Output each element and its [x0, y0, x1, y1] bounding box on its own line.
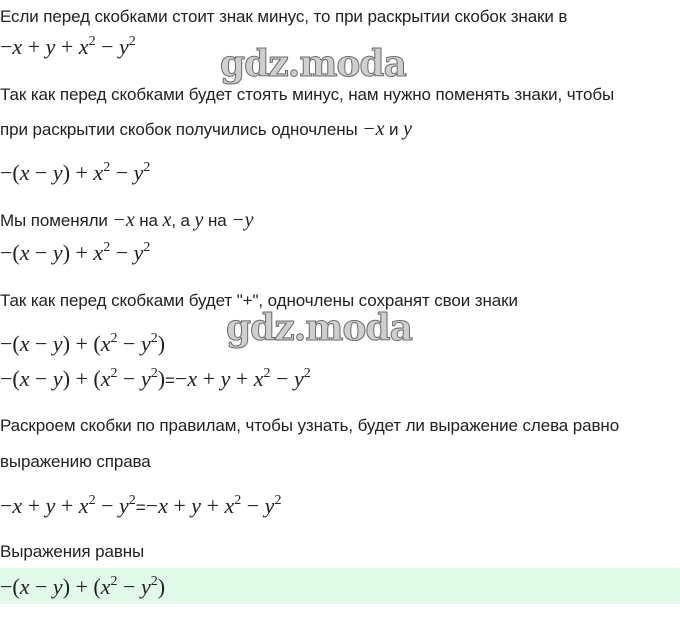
text-line-11: Раскроем скобки по правилам, чтобы узнать, будет ли выражение слева равно	[0, 416, 620, 435]
text-line-4-start: при раскрытии скобок получились одночлены	[0, 120, 363, 139]
text-line-12: выражению справа	[0, 452, 151, 471]
text-line-8: Так как перед скобками будет "+", одночлены сохранят свои знаки	[0, 291, 518, 310]
text-line-4: при раскрытии скобок получились одночлены −x и y	[0, 118, 412, 140]
text-mid: , а	[171, 211, 195, 230]
math-expression-1: $-x + y + x^2 - y^2$	[0, 34, 136, 59]
math-expression-2: $-(x - y) + x^2 - y^2$	[0, 160, 151, 185]
watermark-logo-2: gdz.moda	[226, 307, 412, 349]
text-on-2: на	[203, 211, 232, 230]
equals-sign-2: =	[135, 498, 146, 517]
math-expression-4: $-(x - y) + (x^2 - y^2)$	[0, 331, 166, 356]
text-line-1: Если перед скобками стоит знак минус, то при раскрытии скобок знаки в	[0, 7, 568, 26]
text-line-6-start: Мы поменяли	[0, 211, 113, 230]
text-and: и	[384, 120, 404, 139]
text-on-1: на	[134, 211, 163, 230]
math-expression-6: $-x + y + x^2 - y^2=-x + y + x^2 - y^2$	[0, 493, 282, 518]
text-line-3: Так как перед скобками будет стоять минус, нам нужно поменять знаки, чтобы	[0, 85, 615, 104]
answer-expression: $-(x - y) + (x^2 - y^2)$	[0, 574, 166, 599]
text-line-6: Мы поменяли −x на x, а y на −y	[0, 209, 254, 231]
math-expression-5: $-(x - y) + (x^2 - y^2)=-x + y + x^2 - y^2$	[0, 366, 311, 391]
text-line-14: Выражения равны	[0, 542, 145, 561]
watermark-logo: gdz.moda	[220, 43, 406, 85]
math-expression-3: $-(x - y) + x^2 - y^2$	[0, 240, 151, 265]
equals-sign: =	[165, 371, 175, 390]
